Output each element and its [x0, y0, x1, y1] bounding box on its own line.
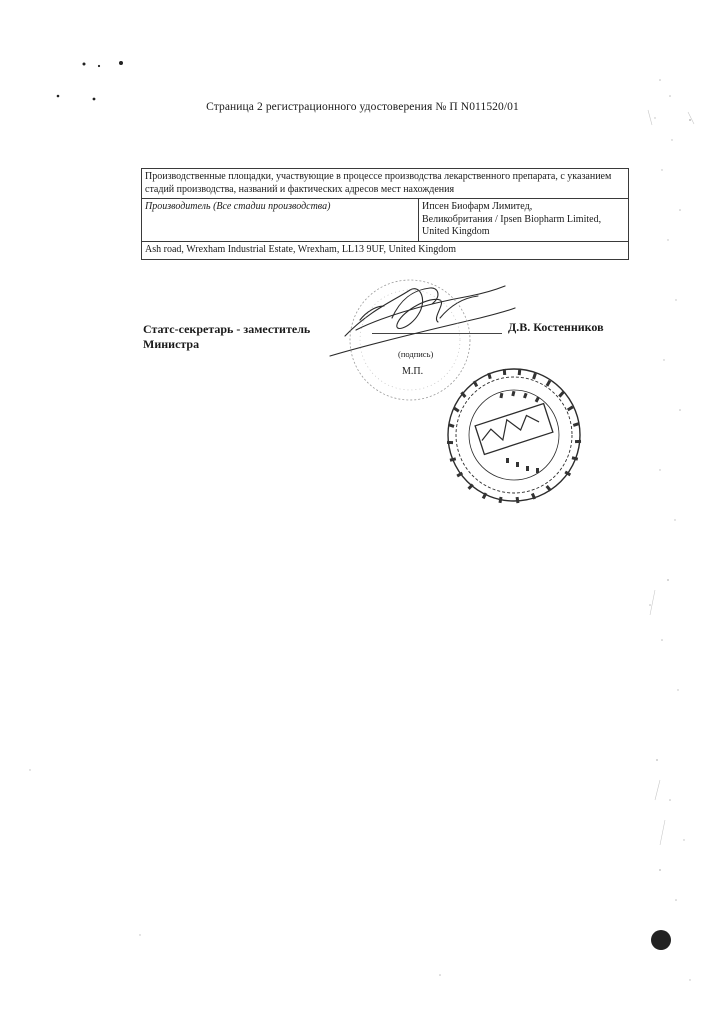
company-line: Ипсен Биофарм Лимитед,	[422, 201, 533, 213]
company-line: Великобритания / Ipsen Biopharm Limited,	[422, 213, 602, 225]
company-line: United Kingdom	[422, 226, 490, 238]
address-cell: Ash road, Wrexham Industrial Estate, Wrexham, LL13 9UF, United Kingdom	[142, 241, 629, 259]
producer-role-cell: Производитель (Все стадии производства)	[142, 199, 419, 242]
signature-caption: (подпись)	[398, 349, 434, 359]
table-intro-cell: Производственные площадки, участвующие в процессе производства лекарственного препарата, с указанием стадий производства, названий и фактических адресов мест нахождения	[142, 169, 629, 199]
seal-place-label: М.П.	[402, 366, 424, 377]
signatory-name: Д.В. Костенников	[508, 320, 604, 334]
signatory-title: Статс-секретарь - заместитель Министра	[143, 322, 311, 351]
page-header: Страница 2 регистрационного удостоверения № П N011520/01	[206, 101, 519, 113]
